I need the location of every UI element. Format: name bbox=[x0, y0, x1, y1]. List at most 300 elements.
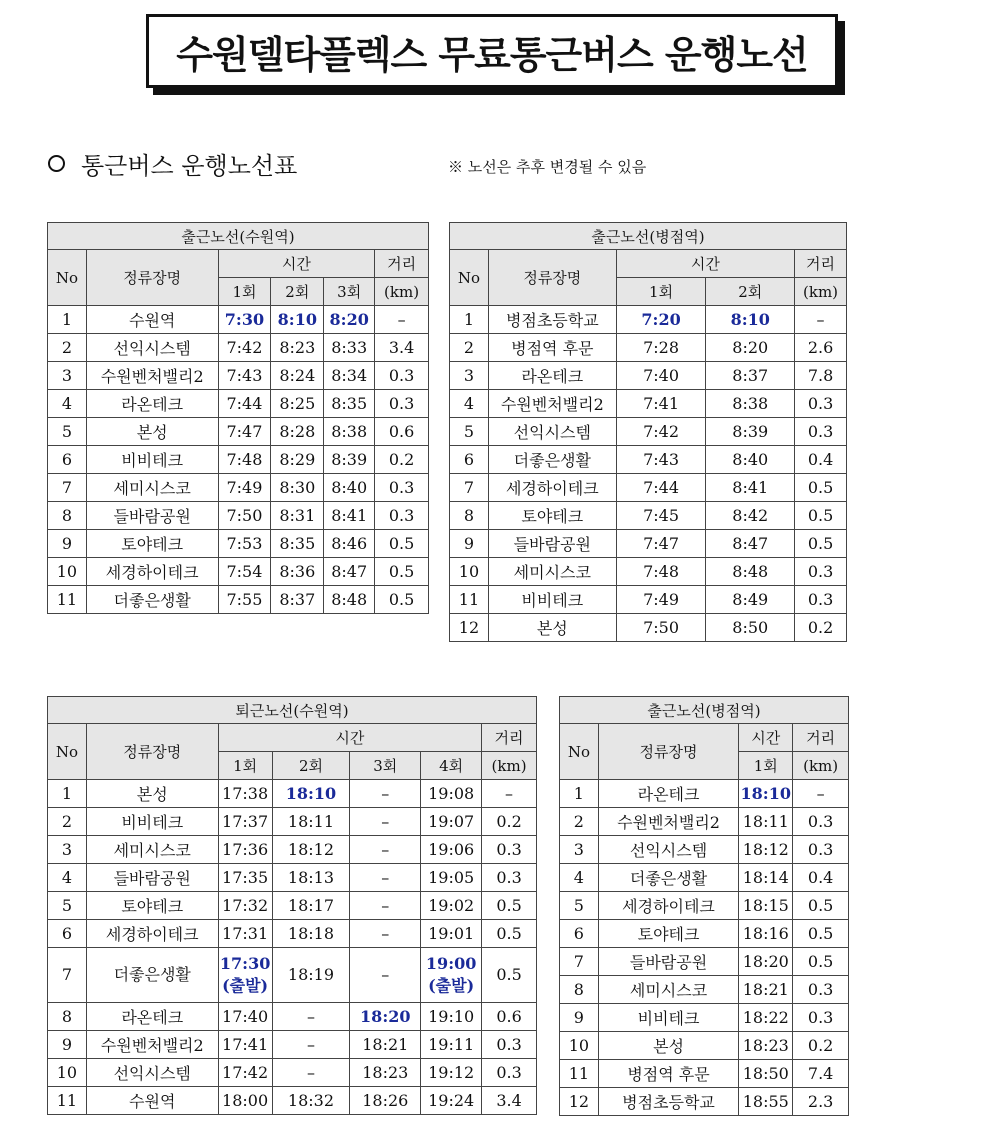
stop-name: 수원벤처밸리2 bbox=[86, 1031, 218, 1059]
departure-time: 8:33 bbox=[324, 334, 375, 362]
header-dist: 거리 bbox=[793, 724, 849, 752]
stop-name: 세미시스코 bbox=[488, 558, 616, 586]
stop-name: 라온테크 bbox=[598, 780, 739, 808]
distance: 7.8 bbox=[795, 362, 847, 390]
table-row bbox=[48, 334, 429, 362]
stop-name: 선익시스템 bbox=[598, 836, 739, 864]
departure-time: – bbox=[350, 892, 421, 920]
table-row bbox=[450, 446, 847, 474]
table-caption: 출근노선(병점역) bbox=[450, 223, 847, 250]
table-row bbox=[48, 1003, 537, 1031]
departure-time: 18:11 bbox=[739, 808, 793, 836]
departure-time: 7:40 bbox=[616, 362, 706, 390]
table-row bbox=[450, 474, 847, 502]
stop-name: 더좋은생활 bbox=[598, 864, 739, 892]
departure-time: 7:20 bbox=[616, 306, 706, 334]
table-row bbox=[48, 530, 429, 558]
distance: 0.6 bbox=[482, 1003, 537, 1031]
circle-bullet-icon bbox=[48, 155, 65, 172]
stop-no: 12 bbox=[560, 1088, 599, 1116]
departure-time: 7:50 bbox=[218, 502, 271, 530]
header-time: 시간 bbox=[218, 724, 481, 752]
header-dist: 거리 bbox=[482, 724, 537, 752]
stop-no: 5 bbox=[450, 418, 489, 446]
table-row bbox=[48, 390, 429, 418]
distance: 0.3 bbox=[375, 474, 429, 502]
departure-time: 17:41 bbox=[218, 1031, 272, 1059]
stop-no: 4 bbox=[48, 390, 87, 418]
departure-time: 8:39 bbox=[324, 446, 375, 474]
table-row bbox=[48, 474, 429, 502]
table-row bbox=[450, 306, 847, 334]
stop-no: 5 bbox=[48, 892, 87, 920]
table-row bbox=[48, 558, 429, 586]
stop-no: 3 bbox=[48, 836, 87, 864]
departure-time: 7:43 bbox=[218, 362, 271, 390]
stop-name: 수원벤처밸리2 bbox=[598, 808, 739, 836]
header-dist-unit: (km) bbox=[482, 752, 537, 780]
departure-time: 19:08 bbox=[421, 780, 482, 808]
departure-time: 8:20 bbox=[324, 306, 375, 334]
departure-time: 8:48 bbox=[706, 558, 795, 586]
departure-time: 8:47 bbox=[324, 558, 375, 586]
stop-no: 3 bbox=[48, 362, 87, 390]
table-row bbox=[48, 920, 537, 948]
stop-no: 2 bbox=[48, 808, 87, 836]
table-row bbox=[48, 586, 429, 614]
departure-time: 19:06 bbox=[421, 836, 482, 864]
departure-time: 8:36 bbox=[271, 558, 324, 586]
distance: 0.2 bbox=[482, 808, 537, 836]
header-no: No bbox=[450, 250, 489, 306]
departure-time bbox=[218, 948, 272, 1003]
table-row bbox=[450, 334, 847, 362]
distance: 0.3 bbox=[795, 558, 847, 586]
stop-name: 토야테크 bbox=[488, 502, 616, 530]
departure-time: 8:42 bbox=[706, 502, 795, 530]
departure-time: 8:30 bbox=[271, 474, 324, 502]
stop-no: 7 bbox=[560, 948, 599, 976]
departure-time: 8:25 bbox=[271, 390, 324, 418]
departure-time: 18:15 bbox=[739, 892, 793, 920]
departure-time: 18:32 bbox=[272, 1087, 350, 1115]
table-caption: 출근노선(수원역) bbox=[48, 223, 429, 250]
stop-no: 3 bbox=[450, 362, 489, 390]
distance: 3.4 bbox=[375, 334, 429, 362]
departure-time: 18:13 bbox=[272, 864, 350, 892]
stop-name: 본성 bbox=[598, 1032, 739, 1060]
stop-name: 병점초등학교 bbox=[488, 306, 616, 334]
departure-time: 8:34 bbox=[324, 362, 375, 390]
stop-no: 3 bbox=[560, 836, 599, 864]
header-run: 2회 bbox=[271, 278, 324, 306]
distance: 0.3 bbox=[795, 390, 847, 418]
departure-time: – bbox=[350, 780, 421, 808]
departure-time: – bbox=[272, 1059, 350, 1087]
header-dist-unit: (km) bbox=[795, 278, 847, 306]
header-run: 1회 bbox=[218, 752, 272, 780]
section-heading bbox=[48, 146, 297, 181]
departure-time: 19:05 bbox=[421, 864, 482, 892]
table-row bbox=[48, 864, 537, 892]
stop-no: 10 bbox=[450, 558, 489, 586]
stop-no: 5 bbox=[560, 892, 599, 920]
stop-name: 세미시스코 bbox=[86, 474, 218, 502]
table-row bbox=[560, 948, 849, 976]
departure-time: 8:38 bbox=[706, 390, 795, 418]
departure-time: – bbox=[350, 808, 421, 836]
stop-name: 라온테크 bbox=[488, 362, 616, 390]
stop-name: 세경하이테크 bbox=[86, 558, 218, 586]
stop-name: 비비테크 bbox=[86, 808, 218, 836]
departure-time: 19:11 bbox=[421, 1031, 482, 1059]
departure-time: 18:21 bbox=[739, 976, 793, 1004]
stop-name: 라온테크 bbox=[86, 390, 218, 418]
departure-time: 17:42 bbox=[218, 1059, 272, 1087]
stop-name: 선익시스템 bbox=[488, 418, 616, 446]
table-row bbox=[560, 780, 849, 808]
header-stop: 정류장명 bbox=[86, 724, 218, 780]
header-time: 시간 bbox=[739, 724, 793, 752]
table-body bbox=[48, 780, 537, 1115]
stop-name: 비비테크 bbox=[488, 586, 616, 614]
departure-time: 17:38 bbox=[218, 780, 272, 808]
stop-name: 더좋은생활 bbox=[86, 586, 218, 614]
header-no: No bbox=[48, 250, 87, 306]
stop-no: 4 bbox=[560, 864, 599, 892]
table-row bbox=[450, 586, 847, 614]
stop-no: 6 bbox=[560, 920, 599, 948]
table-row bbox=[48, 808, 537, 836]
distance: 0.3 bbox=[375, 502, 429, 530]
departure-time: 18:17 bbox=[272, 892, 350, 920]
table-row bbox=[560, 1004, 849, 1032]
stop-name: 선익시스템 bbox=[86, 1059, 218, 1087]
stop-no: 8 bbox=[48, 502, 87, 530]
departure-time: 8:24 bbox=[271, 362, 324, 390]
table-row bbox=[48, 892, 537, 920]
stop-name: 병점역 후문 bbox=[488, 334, 616, 362]
header-stop: 정류장명 bbox=[86, 250, 218, 306]
morning-route-byeongjeom-table bbox=[449, 222, 847, 642]
stop-name: 세경하이테크 bbox=[86, 920, 218, 948]
route-change-note: ※ 노선은 추후 변경될 수 있음 bbox=[448, 158, 647, 176]
departure-time: 17:36 bbox=[218, 836, 272, 864]
departure-time: 7:50 bbox=[616, 614, 706, 642]
distance: 0.5 bbox=[375, 586, 429, 614]
stop-name: 본성 bbox=[86, 418, 218, 446]
departure-time: 19:24 bbox=[421, 1087, 482, 1115]
table-row bbox=[48, 780, 537, 808]
stop-no: 2 bbox=[48, 334, 87, 362]
departure-time: 18:26 bbox=[350, 1087, 421, 1115]
stop-name: 들바람공원 bbox=[86, 864, 218, 892]
header-run: 2회 bbox=[272, 752, 350, 780]
header-run: 1회 bbox=[616, 278, 706, 306]
departure-time: 18:10 bbox=[739, 780, 793, 808]
stop-name: 수원역 bbox=[86, 1087, 218, 1115]
departure-time: 7:47 bbox=[218, 418, 271, 446]
departure-time: 7:42 bbox=[616, 418, 706, 446]
stop-no: 6 bbox=[48, 446, 87, 474]
departure-time: 8:40 bbox=[324, 474, 375, 502]
table-row bbox=[560, 892, 849, 920]
stop-no: 8 bbox=[48, 1003, 87, 1031]
stop-no: 2 bbox=[560, 808, 599, 836]
departure-time: 8:28 bbox=[271, 418, 324, 446]
departure-time: 18:11 bbox=[272, 808, 350, 836]
departure-time: 8:37 bbox=[706, 362, 795, 390]
departure-time: 8:31 bbox=[271, 502, 324, 530]
stop-no: 2 bbox=[450, 334, 489, 362]
stop-no: 5 bbox=[48, 418, 87, 446]
departure-time: – bbox=[350, 864, 421, 892]
distance: 0.5 bbox=[795, 502, 847, 530]
distance: 2.3 bbox=[793, 1088, 849, 1116]
table-caption: 출근노선(병점역) bbox=[560, 697, 849, 724]
distance: 0.4 bbox=[793, 864, 849, 892]
stop-name: 들바람공원 bbox=[86, 502, 218, 530]
departure-time: 18:23 bbox=[350, 1059, 421, 1087]
stop-no: 1 bbox=[450, 306, 489, 334]
distance: 0.5 bbox=[482, 948, 537, 1003]
distance: 0.4 bbox=[795, 446, 847, 474]
departure-time: 17:40 bbox=[218, 1003, 272, 1031]
distance: 0.5 bbox=[793, 892, 849, 920]
departure-time: 8:50 bbox=[706, 614, 795, 642]
departure-time: 7:47 bbox=[616, 530, 706, 558]
departure-time: 8:38 bbox=[324, 418, 375, 446]
departure-time: 8:10 bbox=[706, 306, 795, 334]
table-row bbox=[450, 530, 847, 558]
stop-no: 10 bbox=[48, 1059, 87, 1087]
table-body bbox=[450, 306, 847, 642]
stop-name: 비비테크 bbox=[598, 1004, 739, 1032]
table-row bbox=[48, 418, 429, 446]
departure-time: 7:48 bbox=[616, 558, 706, 586]
departure-time: 18:22 bbox=[739, 1004, 793, 1032]
table-row bbox=[450, 502, 847, 530]
section-title: 통근버스 운행노선표 bbox=[81, 152, 298, 180]
departure-time: 18:12 bbox=[739, 836, 793, 864]
departure-time: 18:10 bbox=[272, 780, 350, 808]
table-row bbox=[450, 558, 847, 586]
distance: 0.5 bbox=[375, 530, 429, 558]
distance: – bbox=[793, 780, 849, 808]
stop-name: 세경하이테크 bbox=[488, 474, 616, 502]
departure-time: 7:53 bbox=[218, 530, 271, 558]
stop-name: 더좋은생활 bbox=[488, 446, 616, 474]
header-dist: 거리 bbox=[795, 250, 847, 278]
stop-no: 10 bbox=[48, 558, 87, 586]
table-body bbox=[560, 780, 849, 1116]
departure-time: 18:16 bbox=[739, 920, 793, 948]
stop-name: 토야테크 bbox=[598, 920, 739, 948]
stop-no: 6 bbox=[450, 446, 489, 474]
departure-time: 8:47 bbox=[706, 530, 795, 558]
stop-name: 라온테크 bbox=[86, 1003, 218, 1031]
title-box bbox=[146, 14, 838, 88]
table-row bbox=[560, 836, 849, 864]
morning-route-suwon-table bbox=[47, 222, 429, 614]
departure-time: 19:10 bbox=[421, 1003, 482, 1031]
header-run: 2회 bbox=[706, 278, 795, 306]
table-row bbox=[48, 446, 429, 474]
header-dist-unit: (km) bbox=[375, 278, 429, 306]
header-no: No bbox=[48, 724, 87, 780]
stop-no: 11 bbox=[48, 1087, 87, 1115]
departure-time: 19:12 bbox=[421, 1059, 482, 1087]
table-row bbox=[450, 390, 847, 418]
header-time: 시간 bbox=[616, 250, 794, 278]
header-run: 4회 bbox=[421, 752, 482, 780]
stop-no: 9 bbox=[48, 1031, 87, 1059]
departure-time: – bbox=[350, 836, 421, 864]
departure-time: 19:00 bbox=[425, 954, 477, 973]
distance: 0.3 bbox=[793, 836, 849, 864]
stop-name: 수원역 bbox=[86, 306, 218, 334]
table-row bbox=[450, 362, 847, 390]
stop-name: 수원벤처밸리2 bbox=[488, 390, 616, 418]
stop-no: 7 bbox=[48, 474, 87, 502]
departure-time: – bbox=[350, 948, 421, 1003]
stop-name: 수원벤처밸리2 bbox=[86, 362, 218, 390]
table-row bbox=[48, 1087, 537, 1115]
distance: 0.2 bbox=[795, 614, 847, 642]
evening-route-byeongjeom-table bbox=[559, 696, 849, 1116]
departure-time: 8:35 bbox=[324, 390, 375, 418]
departure-time: 8:23 bbox=[271, 334, 324, 362]
distance: – bbox=[482, 780, 537, 808]
departure-time: 7:42 bbox=[218, 334, 271, 362]
departure-time: 17:37 bbox=[218, 808, 272, 836]
stop-no: 6 bbox=[48, 920, 87, 948]
table-row bbox=[48, 362, 429, 390]
header-stop: 정류장명 bbox=[598, 724, 739, 780]
departure-time: 18:20 bbox=[739, 948, 793, 976]
departure-time: 18:50 bbox=[739, 1060, 793, 1088]
stop-no: 11 bbox=[450, 586, 489, 614]
departure-time: 8:20 bbox=[706, 334, 795, 362]
departure-time: 18:18 bbox=[272, 920, 350, 948]
distance: 0.5 bbox=[375, 558, 429, 586]
table-row bbox=[450, 614, 847, 642]
distance: 0.3 bbox=[795, 586, 847, 614]
table-row bbox=[560, 976, 849, 1004]
stop-no: 9 bbox=[48, 530, 87, 558]
stop-no: 9 bbox=[560, 1004, 599, 1032]
departure-time: 8:40 bbox=[706, 446, 795, 474]
header-dist: 거리 bbox=[375, 250, 429, 278]
table-row bbox=[560, 808, 849, 836]
distance: 0.3 bbox=[793, 808, 849, 836]
departure-time: – bbox=[350, 920, 421, 948]
table-row bbox=[48, 836, 537, 864]
stop-no: 10 bbox=[560, 1032, 599, 1060]
departure-time: 8:10 bbox=[271, 306, 324, 334]
departure-time: 17:32 bbox=[218, 892, 272, 920]
departure-time: 7:44 bbox=[218, 390, 271, 418]
header-time: 시간 bbox=[218, 250, 375, 278]
distance: 0.3 bbox=[482, 1059, 537, 1087]
stop-name: 들바람공원 bbox=[488, 530, 616, 558]
departure-time: 8:37 bbox=[271, 586, 324, 614]
table-row bbox=[560, 864, 849, 892]
table-row bbox=[48, 306, 429, 334]
distance: 3.4 bbox=[482, 1087, 537, 1115]
header-dist-unit: (km) bbox=[793, 752, 849, 780]
stop-name: 본성 bbox=[86, 780, 218, 808]
departure-time: 8:41 bbox=[706, 474, 795, 502]
departure-time: 7:28 bbox=[616, 334, 706, 362]
distance: – bbox=[795, 306, 847, 334]
stop-name: 선익시스템 bbox=[86, 334, 218, 362]
departure-time: 19:01 bbox=[421, 920, 482, 948]
table-row bbox=[48, 948, 537, 1003]
departure-time: 7:49 bbox=[218, 474, 271, 502]
departure-time: 18:23 bbox=[739, 1032, 793, 1060]
page-title: 수원델타플렉스 무료통근버스 운행노선 bbox=[176, 32, 808, 77]
stop-name: 토야테크 bbox=[86, 892, 218, 920]
departure-time: 17:30 bbox=[219, 954, 271, 973]
stop-no: 12 bbox=[450, 614, 489, 642]
header-run: 1회 bbox=[218, 278, 271, 306]
distance: 0.5 bbox=[793, 948, 849, 976]
table-row bbox=[560, 920, 849, 948]
stop-name: 토야테크 bbox=[86, 530, 218, 558]
distance: 2.6 bbox=[795, 334, 847, 362]
stop-name: 병점역 후문 bbox=[598, 1060, 739, 1088]
departure-time: 7:55 bbox=[218, 586, 271, 614]
table-row bbox=[450, 418, 847, 446]
distance: 0.2 bbox=[375, 446, 429, 474]
departure-time: 7:41 bbox=[616, 390, 706, 418]
departure-time: 7:49 bbox=[616, 586, 706, 614]
distance: 0.5 bbox=[795, 474, 847, 502]
stop-no: 7 bbox=[450, 474, 489, 502]
departure-time bbox=[421, 948, 482, 1003]
distance: 0.3 bbox=[375, 390, 429, 418]
distance: – bbox=[375, 306, 429, 334]
departure-time: 18:20 bbox=[350, 1003, 421, 1031]
table-row bbox=[560, 1032, 849, 1060]
departure-time: 19:02 bbox=[421, 892, 482, 920]
departure-time: 8:41 bbox=[324, 502, 375, 530]
departure-time: 7:48 bbox=[218, 446, 271, 474]
stop-no: 8 bbox=[560, 976, 599, 1004]
header-stop: 정류장명 bbox=[488, 250, 616, 306]
departure-time: 18:00 bbox=[218, 1087, 272, 1115]
departure-time: 8:35 bbox=[271, 530, 324, 558]
stop-no: 1 bbox=[560, 780, 599, 808]
stop-no: 4 bbox=[450, 390, 489, 418]
header-run: 1회 bbox=[739, 752, 793, 780]
table-row bbox=[48, 1031, 537, 1059]
distance: 0.3 bbox=[482, 836, 537, 864]
table-row bbox=[48, 1059, 537, 1087]
departure-time: 18:55 bbox=[739, 1088, 793, 1116]
stop-no: 1 bbox=[48, 306, 87, 334]
stop-no: 8 bbox=[450, 502, 489, 530]
distance: 0.3 bbox=[793, 1004, 849, 1032]
departure-time: 7:54 bbox=[218, 558, 271, 586]
stop-name: 본성 bbox=[488, 614, 616, 642]
departure-time: 7:45 bbox=[616, 502, 706, 530]
departure-time: 18:19 bbox=[272, 948, 350, 1003]
departure-time: 8:48 bbox=[324, 586, 375, 614]
stop-name: 더좋은생활 bbox=[86, 948, 218, 1003]
departure-time: – bbox=[272, 1031, 350, 1059]
